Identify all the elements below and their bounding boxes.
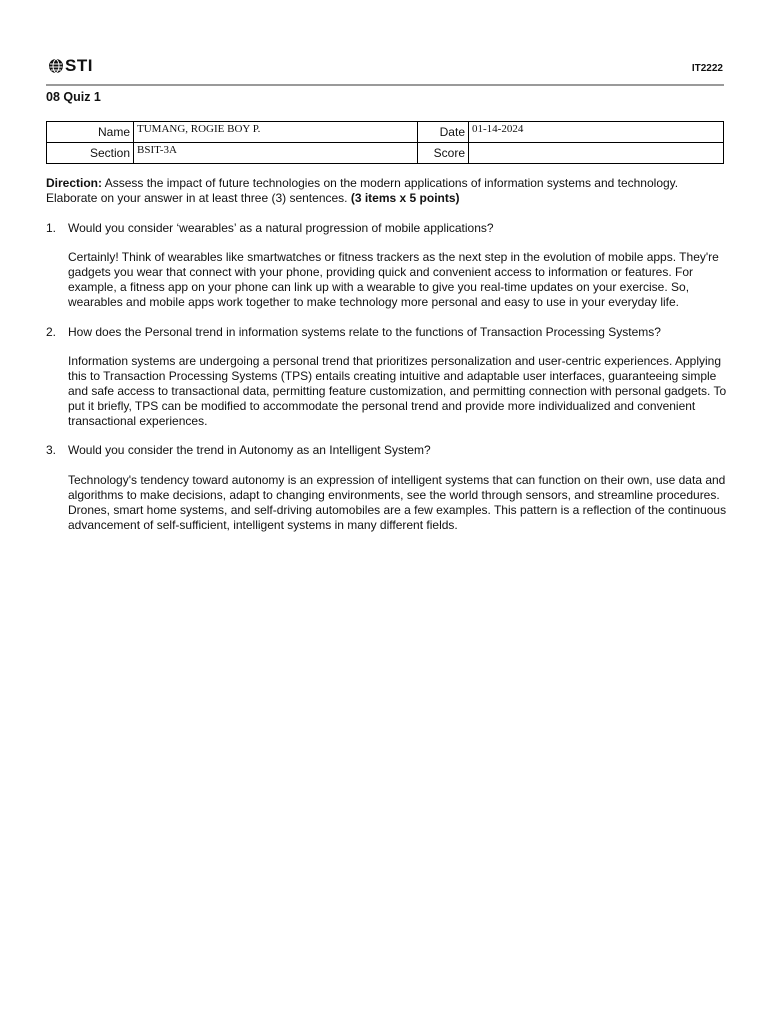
- question-number: 2.: [46, 324, 57, 339]
- name-label: Name: [47, 122, 134, 143]
- date-label: Date: [418, 122, 469, 143]
- table-row: [47, 143, 724, 164]
- sti-logo: [48, 56, 93, 76]
- question-item: [46, 221, 730, 310]
- question: [46, 443, 730, 458]
- question-item: [46, 325, 730, 429]
- question-item: [46, 443, 730, 532]
- question: [46, 325, 730, 340]
- answer-text: Information systems are undergoing a personal trend that prioritizes personalization and user-centric experiences. Applying this to Transaction Processing Systems (TPS) entails creating intuitive and adaptable user interfaces, guaranteeing simple and safe access to transactional data, permitting feature customization, and permitting connection with personal gadgets. To put it briefly, TPS can be modified to accommodate the personal trend and provide more individualized and convenient transactional experiences.: [68, 354, 727, 428]
- direction-label: Direction:: [46, 176, 103, 190]
- question: [46, 221, 730, 236]
- question-number: 1.: [46, 220, 57, 235]
- student-info-table: [46, 121, 724, 164]
- question-text: Would you consider ‘wearables’ as a natural progression of mobile applications?: [68, 220, 494, 235]
- globe-icon: [48, 58, 64, 74]
- page-header: [46, 54, 723, 84]
- course-code: IT2222: [691, 63, 723, 74]
- answer-text: Certainly! Think of wearables like smartwatches or fitness trackers as the next step in the evolution of mobile apps. They're gadgets you wear that connect with your phone, providing quick and convenient access to information or features. For example, a fitness app on your phone can link up with a wearable to give you real-time updates on your exercise. So, wearables and mobile apps work together to make technology more personal and easy to use in your everyday life.: [68, 250, 719, 309]
- direction-points: (3 items x 5 points): [350, 190, 460, 205]
- direction-paragraph: [46, 176, 730, 206]
- table-row: [47, 122, 724, 143]
- quiz-title: 08 Quiz 1: [46, 90, 101, 104]
- name-field[interactable]: TUMANG, ROGIE BOY P.: [134, 122, 418, 143]
- question-number: 3.: [46, 443, 57, 458]
- section-field[interactable]: BSIT-3A: [134, 143, 418, 164]
- section-label: Section: [47, 143, 134, 164]
- logo-text: STI: [65, 56, 93, 75]
- header-divider: [46, 84, 724, 86]
- date-field[interactable]: 01-14-2024: [469, 122, 724, 143]
- answer-text: Technology's tendency toward autonomy is an expression of intelligent systems that can function on their own, use data and algorithms to make decisions, adapt to changing environments, see the world through sensors, and streamline procedures. Drones, smart home systems, and self-driving automobiles are a few examples. This pattern is a reflection of the continuous advancement of self-sufficient, intelligent systems in many different fields.: [68, 473, 727, 532]
- question-text: How does the Personal trend in information systems relate to the functions of Transaction Processing Systems?: [68, 324, 661, 339]
- score-field[interactable]: [469, 143, 724, 164]
- quiz-content: [46, 176, 730, 547]
- score-label: Score: [418, 143, 469, 164]
- direction-text: Assess the impact of future technologies on the modern applications of information systems and technology. Elaborate on your answer in at least three (3) sentences.: [46, 176, 679, 205]
- question-text: Would you consider the trend in Autonomy as an Intelligent System?: [68, 443, 431, 458]
